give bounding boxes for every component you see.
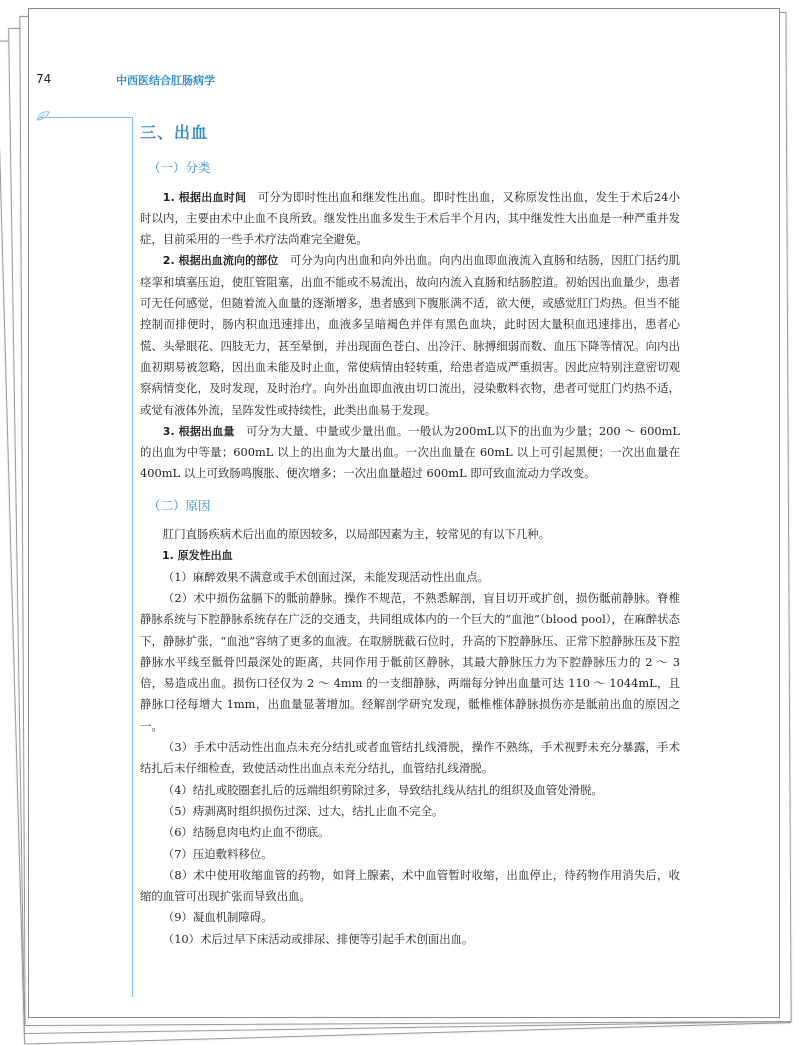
subsection-title-classification: （一）分类 <box>148 160 211 176</box>
heading-primary-bleeding: 1. 原发性出血 <box>162 549 233 563</box>
list-item-cause-6: （6）结肠息肉电灼止血不彻底。 <box>162 825 330 840</box>
paragraph-causes-intro: 肛门直肠疾病术后出血的原因较多，以局部因素为主，较常见的有以下几种。 <box>162 527 551 542</box>
paragraph-lead: 2. 根据出血流向的部位 <box>162 254 279 268</box>
paragraph-lead: 3. 根据出血量 <box>162 424 235 438</box>
paragraph-text: 可分为即时性出血和继发性出血。即时性出血，又称原发性出血，发生于术后24小时以内，主要由术中止血不良所致。继发性出血多发生于术后半个月内，其中继发性大出血是一种严重并发症，目前采用的一些手术疗法尚难完全避免。 <box>140 189 680 247</box>
list-item-cause-7: （7）压迫敷料移位。 <box>162 846 273 861</box>
page-content <box>140 120 680 950</box>
running-title: 中西医结合肛肠病学 <box>116 74 215 87</box>
paragraph-text: 可分为大量、中量或少量出血。一般认为200mL以下的出血为少量；200 ～ 600mL 的出血为中等量；600mL 以上的出血为大量出血。一次出血量在 60mL 以上可引起黑便；一次出血量在 400mL 以上可致肠鸣腹胀、便次增多；一次出血量超过 600mL 即可致血流动力学改变。 <box>140 423 680 481</box>
guide-line-vertical <box>132 117 133 997</box>
list-item-cause-10: （10）术后过早下床活动或排尿、排便等引起手术创面出血。 <box>162 931 474 946</box>
list-item-cause-1: （1）麻醉效果不满意或手术创面过深，未能发现活动性出血点。 <box>162 569 489 584</box>
page-number: 74 <box>36 72 52 86</box>
section-title: 三、出血 <box>140 123 209 142</box>
paragraph-classification-3 <box>140 421 680 485</box>
list-item-cause-9: （9）凝血机制障碍。 <box>162 910 273 925</box>
list-item-cause-8: （8）术中使用收缩血管的药物，如肾上腺素，术中血管暂时收缩，出血停止，待药物作用消失后，收缩的血管可出现扩张而导致出血。 <box>140 867 680 904</box>
list-item-cause-3: （3）手术中活动性出血点未充分结扎或者血管结扎线滑脱，操作不熟练，手术视野未充分暴露，手术结扎后未仔细检查，致使活动性出血点未充分结扎，血管结扎线滑脱。 <box>140 740 680 776</box>
paragraph-classification-2 <box>140 250 680 420</box>
guide-line-horizontal <box>40 117 132 118</box>
paragraph-classification-1 <box>140 187 680 251</box>
list-item-cause-5: （5）痔剥离时组织损伤过深、过大，结扎止血不完全。 <box>162 803 444 818</box>
list-item-cause-4: （4）结扎或胶圈套扎后的远端组织剪除过多，导致结扎线从结扎的组织及血管处滑脱。 <box>162 782 603 797</box>
list-item-cause-2: （2）术中损伤盆膈下的骶前静脉。操作不规范，不熟悉解剖，盲目切开或扩创，损伤骶前静脉。脊椎静脉系统与下腔静脉系统存在广泛的交通支，共同组成体内的一个巨大的“血池”（blood pool），在麻醉状态下，静脉扩张，“血池”容纳了更多的血液。在取膀胱截石位时，升高的下腔静脉压、正常下腔静脉压及下腔静脉水平线至骶骨凹最深处的距离，共同作用于骶前区静脉，其最大静脉压力为下腔静脉压力的 2 ～ 3 倍，易造成出血。损伤口径仅为 2 ～ 4mm 的一支细静脉，两端每分钟出血量可达 110 ～ 1044mL，且静脉口径每增大 1mm，出血量显著增加。经解剖学研究发现，骶椎椎体静脉损伤亦是骶前出血的原因之一。 <box>140 590 680 733</box>
subsection-title-causes: （二）原因 <box>148 497 211 513</box>
leaf-icon <box>36 110 50 122</box>
paragraph-lead: 1. 根据出血时间 <box>162 190 247 204</box>
paragraph-text: 可分为向内出血和向外出血。向内出血即血液流入直肠和结肠，因肛门括约肌痉挛和填塞压迫，使肛管阻塞，出血不能或不易流出，故向内流入直肠和结肠腔道。初始因出血量少，患者可无任何感觉，但随着流入血量的逐渐增多，患者感到下腹胀满不适，欲大便，或感觉肛门灼热。但当不能控制而排便时，肠内积血迅速排出，血液多呈暗褐色并伴有黑色血块，此时因大量积血迅速排出，患者心慌、头晕眼花、四肢无力，甚至晕倒，并出现面色苍白、出冷汗、脉搏细弱而数、血压下降等情况。向内出血初期易被忽略，因出血未能及时止血，常使病情由轻转重，给患者造成严重损害。因此应特别注意密切观察病情变化，及时发现，及时治疗。向外出血即血液由切口流出，浸染敷料衣物，患者可觉肛门灼热不适，或觉有液体外流，呈阵发性或持续性，此类出血易于发现。 <box>140 253 680 417</box>
